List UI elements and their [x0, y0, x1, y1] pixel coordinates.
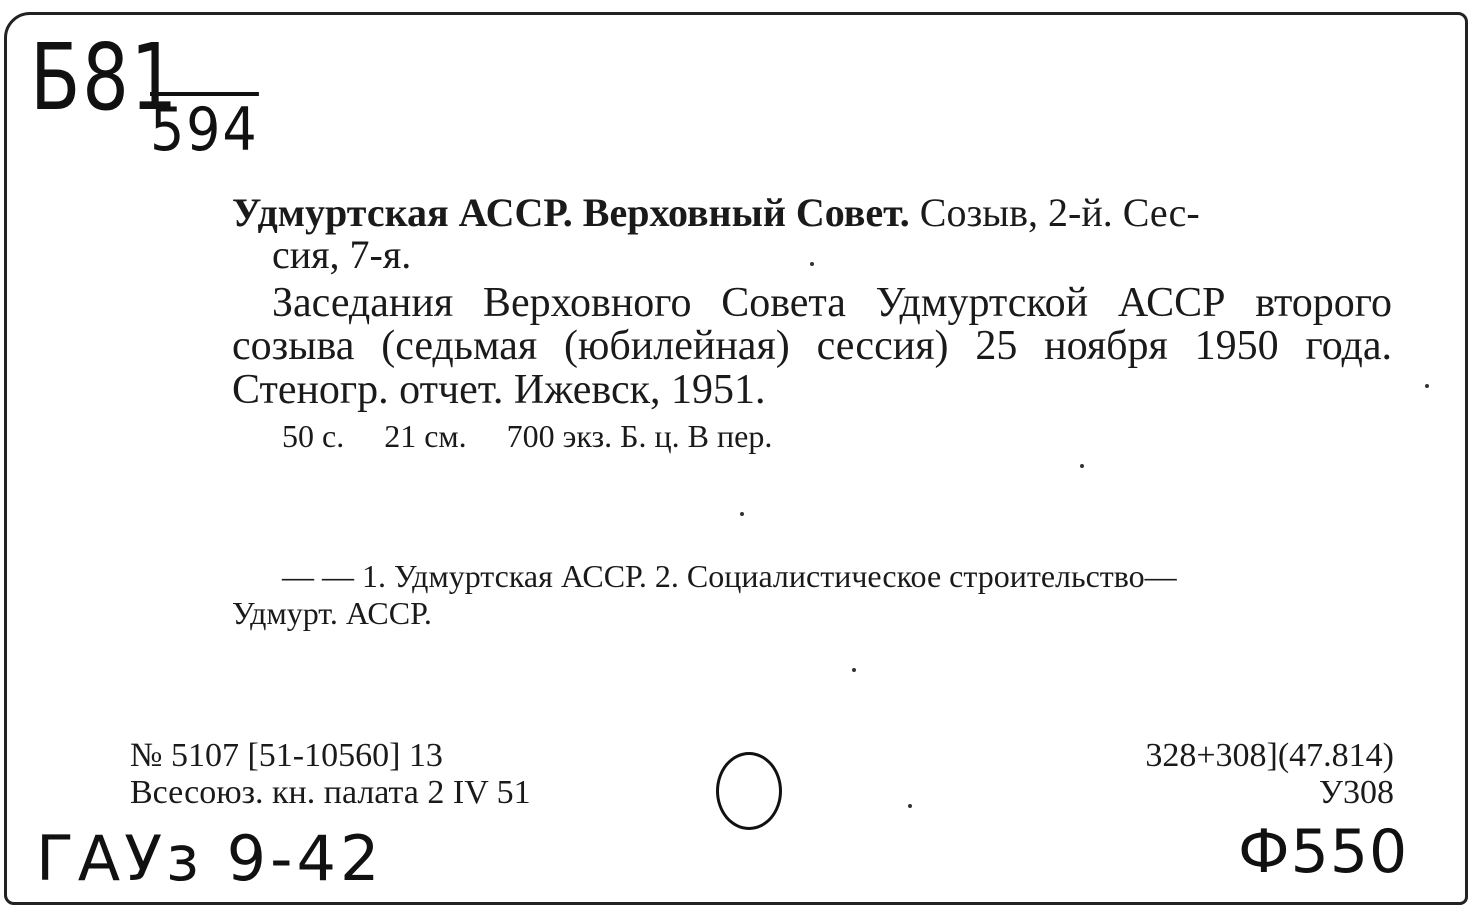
ink-speck — [740, 512, 744, 516]
punch-hole — [716, 752, 782, 830]
author-mark: У308 — [1318, 773, 1394, 811]
ink-speck — [1080, 464, 1084, 468]
handwritten-number: 594 — [150, 92, 258, 160]
heading-continuation: сия, 7-я. — [272, 232, 412, 277]
heading-bold: Удмуртская АССР. Верховный Совет. — [232, 190, 910, 235]
heading-rest: Созыв, 2-й. Сес- — [909, 190, 1200, 235]
handwritten-fund-number: Ф550 — [1238, 817, 1409, 887]
ink-speck — [810, 262, 814, 266]
chamber-imprint: Всесоюз. кн. палата 2 IV 51 — [130, 773, 531, 811]
title-statement: Заседания Верховного Совета Удмуртской АССР второго созыва (седьмая (юбилейная) сессия) 25 ноября 1950 года. Стеногр. отчет. Ижевск, 1951. — [232, 280, 1392, 413]
card-number: № 5107 [51-10560] 13 — [130, 737, 443, 774]
handwritten-shelf-mark: Б81 — [30, 24, 179, 131]
collation: 50 с. 21 см. 700 экз. Б. ц. В пер. — [282, 418, 773, 454]
ink-speck — [908, 804, 912, 808]
subjects-line-1: — — 1. Удмуртская АССР. 2. Социалистическое строительство— — [282, 558, 1177, 594]
classification-number: 328+308](47.814) — [1145, 737, 1394, 774]
card-number-block — [130, 738, 531, 811]
ink-speck — [1425, 384, 1429, 388]
ink-speck — [852, 668, 856, 672]
subjects-line-2: Удмурт. АССР. — [232, 594, 432, 631]
classification-block — [1145, 738, 1394, 811]
subject-tracings — [232, 558, 1392, 632]
handwritten-archive-code: ГАУз 9-42 — [36, 822, 384, 895]
